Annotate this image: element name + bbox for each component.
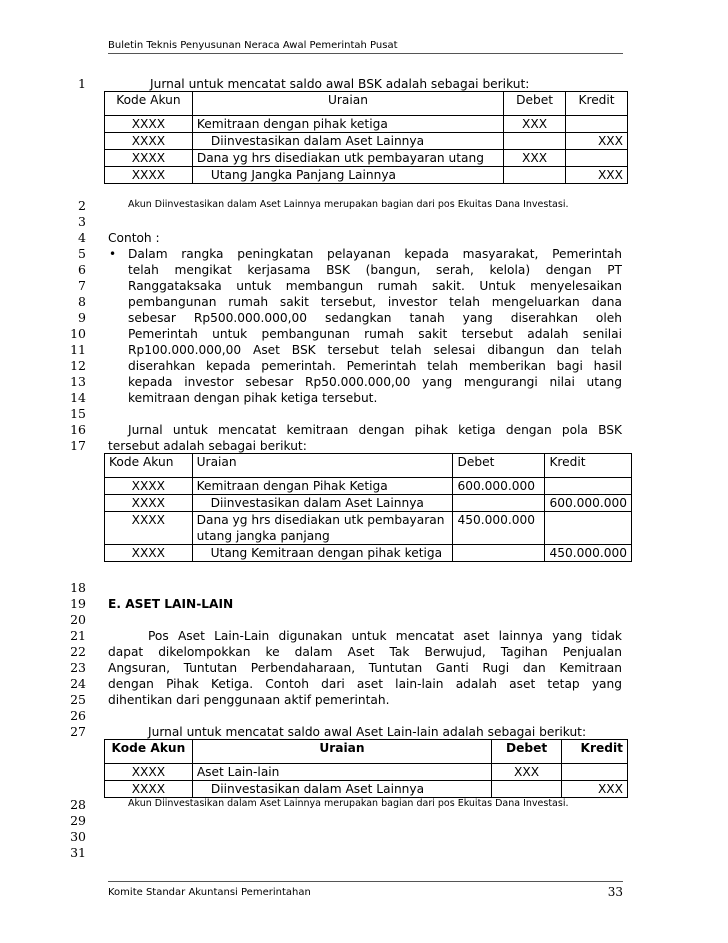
line-number: 29: [70, 813, 86, 828]
contoh-line: diserahkan kepada pemerintah. Pemerintah telah memberikan bagi hasil: [128, 359, 622, 373]
line-number: 8: [78, 294, 86, 309]
cell-debet: [504, 167, 566, 184]
table-row: [105, 781, 628, 798]
line-number: 6: [78, 262, 86, 277]
line-number: 24: [70, 676, 86, 691]
contoh-line: Ranggataksaka untuk membangun rumah sakit. Untuk menyelesaikan: [128, 279, 622, 293]
contoh-line: Pemerintah untuk pembangunan rumah sakit tersebut adalah senilai: [128, 327, 622, 341]
line-number: 3: [78, 214, 86, 229]
cell-uraian: Utang Jangka Panjang Lainnya: [192, 167, 503, 184]
cell-kredit: XXX: [562, 781, 628, 798]
table-row: [105, 512, 632, 545]
cell-kode: XXXX: [105, 478, 193, 495]
cell-uraian: Aset Lain-lain: [192, 764, 491, 781]
footnote-aset-lain: Akun Diinvestasikan dalam Aset Lainnya merupakan bagian dari pos Ekuitas Dana Investasi.: [128, 798, 569, 809]
cell-debet: XXX: [492, 764, 562, 781]
cell-kredit: [566, 116, 628, 133]
line-number: 14: [70, 390, 86, 405]
cell-uraian: Diinvestasikan dalam Aset Lainnya: [192, 781, 491, 798]
line-number: 2: [78, 198, 86, 213]
cell-kredit: 450.000.000: [545, 545, 632, 562]
cell-kode: XXXX: [105, 512, 193, 545]
cell-kredit: [566, 150, 628, 167]
section-e-line: dapat dikelompokkan ke dalam Aset Tak Berwujud, Tagihan Penjualan: [108, 645, 622, 659]
line-number: 17: [70, 438, 86, 453]
line-number: 10: [70, 326, 86, 341]
page-number: 33: [607, 885, 623, 899]
section-e-line: dengan Pihak Ketiga. Contoh dari aset lain-lain adalah aset tetap yang: [108, 677, 622, 691]
line-number: 9: [78, 310, 86, 325]
cell-debet: XXX: [504, 150, 566, 167]
contoh-label: Contoh :: [108, 231, 160, 245]
running-footer: [108, 881, 623, 898]
cell-kredit: 600.000.000: [545, 495, 632, 512]
contoh-line: kepada investor sebesar Rp50.000.000,00 yang mengurangi nilai utang: [128, 375, 622, 389]
table-row: [105, 116, 628, 133]
cell-debet: 600.000.000: [453, 478, 545, 495]
contoh-line: Dalam rangka peningkatan pelayanan kepada masyarakat, Pemerintah: [128, 247, 622, 261]
line-number: 5: [78, 246, 86, 261]
col-header-debet: Debet: [453, 454, 545, 478]
contoh-line: Rp100.000.000,00 Aset BSK tersebut telah selesai dibangun dan telah: [128, 343, 622, 357]
contoh-line: kemitraan dengan pihak ketiga tersebut.: [128, 391, 378, 405]
footer-org: Komite Standar Akuntansi Pemerintahan: [108, 887, 311, 898]
line-number: 18: [70, 580, 86, 595]
section-title: E. ASET LAIN-LAIN: [108, 597, 234, 611]
journal-intro-bsk: Jurnal untuk mencatat saldo awal BSK adalah sebagai berikut:: [150, 77, 530, 91]
cell-kode: XXXX: [105, 150, 193, 167]
line-number: 11: [70, 342, 86, 357]
running-header: Buletin Teknis Penyusunan Neraca Awal Pemerintah Pusat: [108, 40, 623, 54]
line-number: 12: [70, 358, 86, 373]
contoh-line: telah mengikat kerjasama BSK (bangun, serah, kelola) dengan PT: [128, 263, 622, 277]
contoh-line: sebesar Rp500.000.000,00 sedangkan tanah yang diserahkan oleh: [128, 311, 622, 325]
contoh-line: pembangunan rumah sakit tersebut, investor telah mengeluarkan dana: [128, 295, 622, 309]
cell-debet: XXX: [504, 116, 566, 133]
col-header-uraian: Uraian: [192, 740, 491, 764]
cell-debet: 450.000.000: [453, 512, 545, 545]
col-header-kode: Kode Akun: [105, 740, 193, 764]
table-row: [105, 545, 632, 562]
line-number: 23: [70, 660, 86, 675]
cell-debet: [453, 545, 545, 562]
cell-uraian: Dana yg hrs disediakan utk pembayaran utang: [192, 150, 503, 167]
journal-table-bsk: [104, 91, 628, 184]
line-number: 27: [70, 724, 86, 739]
col-header-debet: Debet: [504, 92, 566, 116]
bullet-icon: •: [109, 247, 117, 261]
cell-uraian: Diinvestasikan dalam Aset Lainnya: [192, 133, 503, 150]
col-header-kode: Kode Akun: [105, 92, 193, 116]
cell-kredit: [545, 478, 632, 495]
table-row: [105, 150, 628, 167]
cell-kode: XXXX: [105, 116, 193, 133]
table-row: [105, 764, 628, 781]
table-row: [105, 133, 628, 150]
cell-kredit: XXX: [566, 133, 628, 150]
col-header-kredit: Kredit: [562, 740, 628, 764]
col-header-uraian: Uraian: [192, 454, 453, 478]
footnote-bsk: Akun Diinvestasikan dalam Aset Lainnya merupakan bagian dari pos Ekuitas Dana Investasi.: [128, 199, 569, 210]
cell-kredit: [562, 764, 628, 781]
cell-uraian: Diinvestasikan dalam Aset Lainnya: [192, 495, 453, 512]
line-number: 1: [78, 76, 86, 91]
table-row: [105, 495, 632, 512]
cell-kode: XXXX: [105, 167, 193, 184]
cell-kredit: XXX: [566, 167, 628, 184]
col-header-uraian: Uraian: [192, 92, 503, 116]
cell-uraian: Kemitraan dengan Pihak Ketiga: [192, 478, 453, 495]
line-number: 22: [70, 644, 86, 659]
cell-kode: XXXX: [105, 495, 193, 512]
line-number: 25: [70, 692, 86, 707]
journal-table-bsk-example: [104, 453, 632, 562]
line-number: 7: [78, 278, 86, 293]
line-number: 19: [70, 596, 86, 611]
col-header-kredit: Kredit: [566, 92, 628, 116]
line-number: 21: [70, 628, 86, 643]
journal-intro-bsk-example-cont: tersebut adalah sebagai berikut:: [108, 439, 307, 453]
cell-kredit: [545, 512, 632, 545]
line-number: 26: [70, 708, 86, 723]
cell-debet: [504, 133, 566, 150]
line-number: 15: [70, 406, 86, 421]
line-number: 28: [70, 797, 86, 812]
cell-kode: XXXX: [105, 545, 193, 562]
line-number: 4: [78, 230, 86, 245]
cell-kode: XXXX: [105, 764, 193, 781]
section-e-line: Angsuran, Tuntutan Perbendaharaan, Tuntutan Ganti Rugi dan Kemitraan: [108, 661, 622, 675]
col-header-kredit: Kredit: [545, 454, 632, 478]
table-row: [105, 478, 632, 495]
journal-intro-bsk-example: Jurnal untuk mencatat kemitraan dengan pihak ketiga dengan pola BSK: [128, 423, 622, 437]
cell-debet: [492, 781, 562, 798]
col-header-debet: Debet: [492, 740, 562, 764]
cell-kode: XXXX: [105, 781, 193, 798]
line-number: 20: [70, 612, 86, 627]
table-header-row: [105, 92, 628, 116]
cell-uraian: Utang Kemitraan dengan pihak ketiga: [192, 545, 453, 562]
section-e-line: Pos Aset Lain-Lain digunakan untuk mencatat aset lainnya yang tidak: [148, 629, 622, 643]
section-e-line: dihentikan dari penggunaan aktif pemerintah.: [108, 693, 390, 707]
col-header-kode: Kode Akun: [105, 454, 193, 478]
cell-kode: XXXX: [105, 133, 193, 150]
journal-intro-aset-lain: Jurnal untuk mencatat saldo awal Aset Lain-lain adalah sebagai berikut:: [148, 725, 587, 739]
cell-debet: [453, 495, 545, 512]
cell-uraian: Dana yg hrs disediakan utk pembayaran utang jangka panjang: [192, 512, 453, 545]
table-header-row: [105, 454, 632, 478]
table-header-row: [105, 740, 628, 764]
cell-uraian: Kemitraan dengan pihak ketiga: [192, 116, 503, 133]
journal-table-aset-lain: [104, 739, 628, 798]
table-row: [105, 167, 628, 184]
line-number: 13: [70, 374, 86, 389]
line-number: 30: [70, 829, 86, 844]
line-number: 16: [70, 422, 86, 437]
line-number: 31: [70, 845, 86, 860]
